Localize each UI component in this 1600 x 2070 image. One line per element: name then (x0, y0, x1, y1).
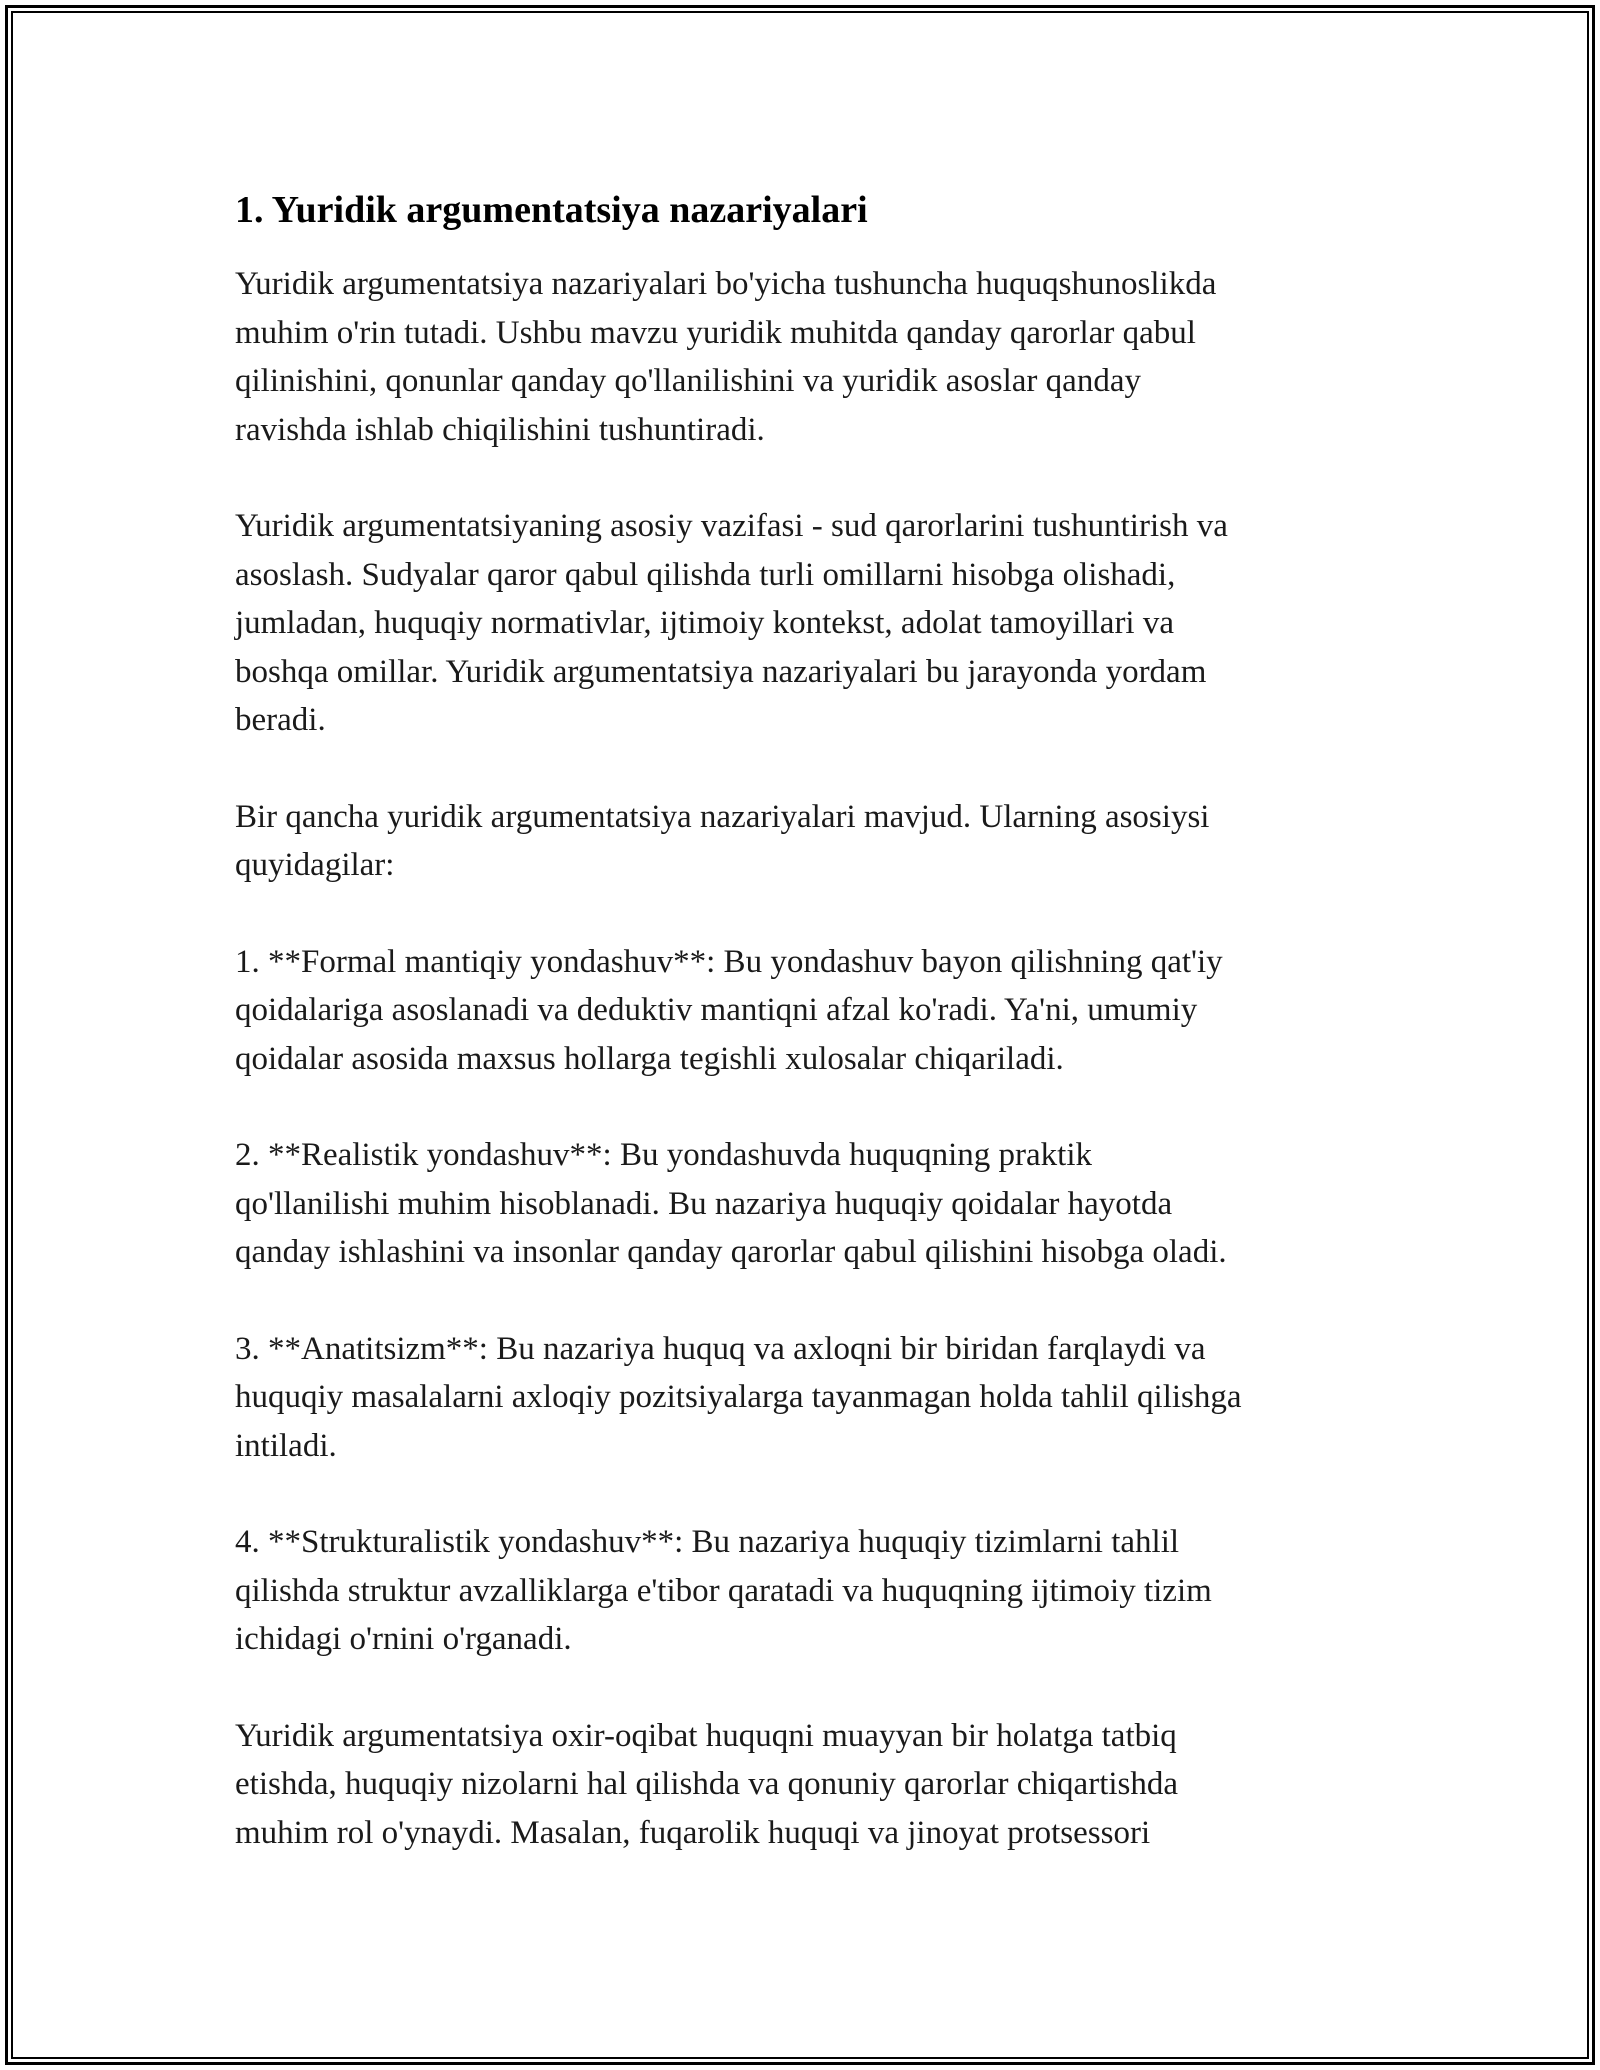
list-item-formal-logic: 1. **Formal mantiqiy yondashuv**: Bu yondashuv bayon qilishning qat'iy qoidalariga asoslanadi va deduktiv mantiqni afzal ko'radi. Ya'ni, umumiy qoidalar asosida maxsus hollarga tegishli xulosalar chiqariladi. (235, 943, 1223, 1077)
paragraph-conclusion: Yuridik argumentatsiya oxir-oqibat huquqni muayyan bir holatga tatbiq etishda, huquqiy nizolarni hal qilishda va qonuniy qarorlar chiqartishda muhim rol o'ynaydi. Masalan, fuqarolik huquqi va jinoyat protsessori (235, 1717, 1179, 1851)
section-heading: 1. Yuridik argumentatsiya nazariyalari (235, 189, 868, 231)
paragraph-main-task: Yuridik argumentatsiyaning asosiy vazifasi - sud qarorlarini tushuntirish va asoslash. Sudyalar qaror qabul qilishda turli omillarni hisobga olishadi, jumladan, huquqiy normativlar, ijtimoiy kontekst, adolat tamoyillari va boshqa omillar. Yuridik argumentatsiya nazariyalari bu jarayonda yordam beradi. (235, 508, 1228, 738)
list-item-realistic: 2. **Realistik yondashuv**: Bu yondashuvda huquqning praktik qo'llanilishi muhim hisoblanadi. Bu nazariya huquqiy qoidalar hayotda qanday ishlashini va insonlar qanday qarorlar qabul qilishini hisobga oladi. (235, 1137, 1227, 1270)
list-item-anatitsizm: 3. **Anatitsizm**: Bu nazariya huquq va axloqni bir biridan farqlaydi va huquqiy masalalarni axloqiy pozitsiyalarga tayanmagan holda tahlil qilishga intiladi. (235, 1330, 1242, 1464)
paragraph-theories-intro: Bir qancha yuridik argumentatsiya nazariyalari mavjud. Ularning asosiysi quyidagilar: (235, 798, 1210, 883)
list-item-structuralist: 4. **Strukturalistik yondashuv**: Bu nazariya huquqiy tizimlarni tahlil qilishda struktur avzalliklarga e'tibor qaratadi va huquqning ijtimoiy tizim ichidagi o'rnini o'rganadi. (235, 1524, 1212, 1657)
document-body (235, 186, 1385, 1905)
paragraph-intro: Yuridik argumentatsiya nazariyalari bo'yicha tushuncha huquqshunoslikda muhim o'rin tutadi. Ushbu mavzu yuridik muhitda qanday qarorlar qabul qilinishini, qonunlar qanday qo'llanilishini va yuridik asoslar qanday ravishda ishlab chiqilishini tushuntiradi. (235, 266, 1217, 448)
